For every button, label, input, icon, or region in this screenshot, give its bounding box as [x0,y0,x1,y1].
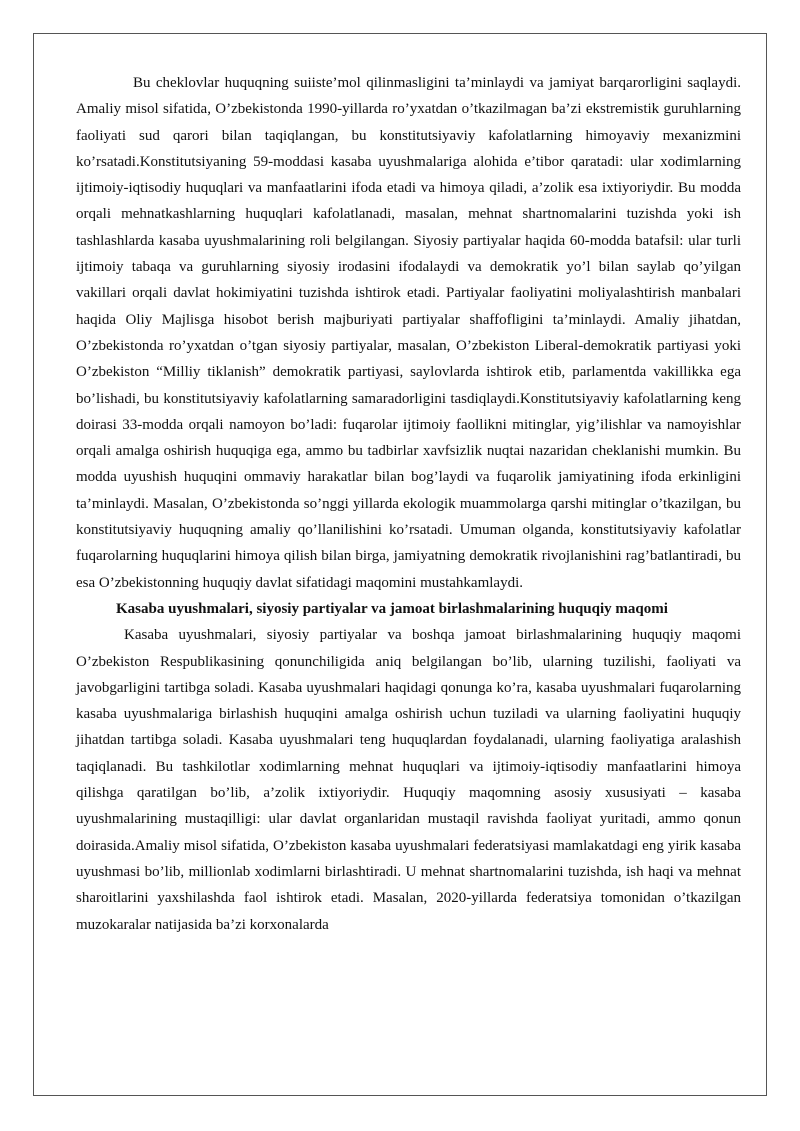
section-heading: Kasaba uyushmalari, siyosiy partiyalar va jamoat birlashmalarining huquqiy maqomi [116,600,668,617]
body-paragraph: Bu cheklovlar huquqning suiiste’mol qilinmasligini ta’minlaydi va jamiyat barqarorligini saqlaydi. Amaliy misol sifatida, O’zbekistonda 1990-yillarda ro’yxatdan o’tkazilmagan ba’zi ekstremistik guruhlarning faoliyati sud qarori bilan taqiqlangan, bu konstitutsiyaviy kafolatlarning himoyaviy mexanizmini ko’rsatadi.Konstitutsiyaning 59-moddasi kasaba uyushmalariga alohida e’tibor qaratadi: ular xodimlarning ijtimoiy-iqtisodiy huquqlari va manfaatlarini ifoda etadi va himoya qiladi, a’zolik esa ixtiyoriydir. Bu modda orqali mehnatkashlarning huquqlari kafolatlanadi, masalan, mehnat shartnomalarini tuzishda yoki ish tashlashlarda kasaba uyushmalarining roli belgilangan. Siyosiy partiyalar haqida 60-modda batafsil: ular turli ijtimoiy tabaqa va guruhlarning siyosiy irodasini ifodalaydi va demokratik yo’l bilan saylab qo’yilgan vakillari orqali davlat hokimiyatini tuzishda ishtirok etadi. Partiyalar faoliyatini moliyalashtirish manbalari haqida Oliy Majlisga hisobot berish majburiyati partiyalar shaffofligini ta’minlaydi. Amaliy jihatdan, O’zbekistonda ro’yxatdan o’tgan siyosiy partiyalar, masalan, O’zbekiston Liberal-demokratik partiyasi yoki O’zbekiston “Milliy tiklanish” demokratik partiyasi, saylovlarda ishtirok etib, parlamentda vakillikka ega bo’lishadi, bu konstitutsiyaviy kafolatlarning samaradorligini tasdiqlaydi.Konstitutsiyaviy kafolatlarning keng doirasi 33-modda orqali namoyon bo’ladi: fuqarolar ijtimoiy faollikni mitinglar, yig’ilishlar va namoyishlar orqali amalga oshirish huquqiga ega, ammo bu tadbirlar xavfsizlik nuqtai nazaridan cheklanishi mumkin. Bu modda uyushish huquqini ommaviy harakatlar bilan bog’laydi va fuqarolik jamiyatining ifoda erkinligini ta’minlaydi. Masalan, O’zbekistonda so’nggi yillarda ekologik muammolarga qarshi mitinglar o’tkazilgan, bu konstitutsiyaviy huquqning amaliy qo’llanilishini ko’rsatadi. Umuman olganda, konstitutsiyaviy kafolatlar fuqarolarning huquqlarini himoya qilish bilan birga, jamiyatning demokratik rivojlanishini rag’batlantiradi, bu esa O’zbekistonning huquqiy davlat sifatidagi maqomini mustahkamlaydi. [76,75,741,591]
document-body [76,70,741,938]
body-paragraph: Kasaba uyushmalari, siyosiy partiyalar va boshqa jamoat birlashmalarining huquqiy maqomi O’zbekiston Respublikasining qonunchiligida aniq belgilangan bo’lib, ularning tuzilishi, faoliyati va javobgarligini tartibga soladi. Kasaba uyushmalari haqidagi qonunga ko’ra, kasaba uyushmalari fuqarolarning kasaba uyushmalariga birlashish huquqini amalga oshirish uchun tuziladi va ularning faoliyatini huquqiy jihatdan tartibga soladi. Kasaba uyushmalari teng huquqlardan foydalanadi, ularning faoliyatiga aralashish taqiqlanadi. Bu tashkilotlar xodimlarning mehnat huquqlari va ijtimoiy-iqtisodiy manfaatlarini himoya qilishga qaratilgan bo’lib, a’zolik ixtiyoriydir. Huquqiy maqomning asosiy xususiyati – kasaba uyushmalarining mustaqilligi: ular davlat organlaridan mustaqil ravishda faoliyat yuritadi, ammo qonun doirasida.Amaliy misol sifatida, O’zbekiston kasaba uyushmalari federatsiyasi mamlakatdagi eng yirik kasaba uyushmasi bo’lib, millionlab xodimlarni birlashtiradi. U mehnat shartnomalarini tuzishda, ish haqi va mehnat sharoitlarini yaxshilashda faol ishtirok etadi. Masalan, 2020-yillarda federatsiya tomonidan o’tkazilgan muzokaralar natijasida ba’zi korxonalarda [76,627,741,933]
